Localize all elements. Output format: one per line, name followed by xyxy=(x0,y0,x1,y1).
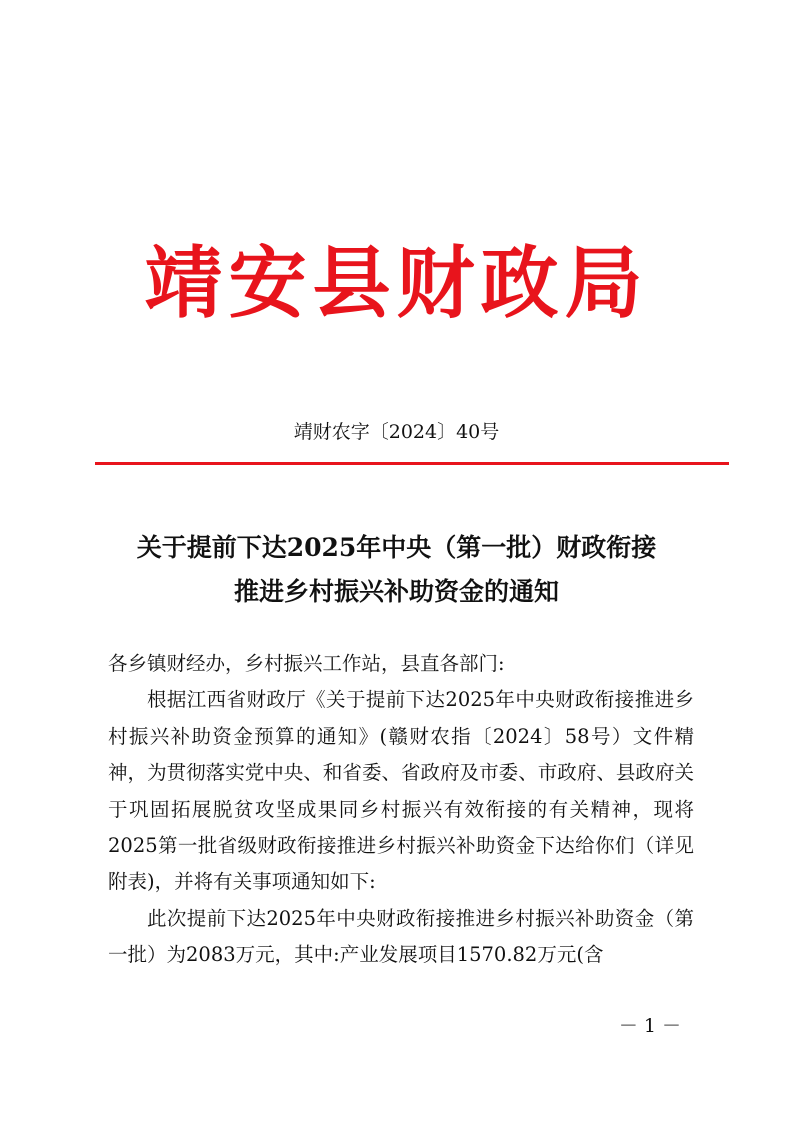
document-number: 靖财农字〔2024〕40号 xyxy=(293,421,500,443)
red-divider-line xyxy=(95,462,729,465)
paragraph-1: 根据江西省财政厅《关于提前下达2025年中央财政衔接推进乡村振兴补助资金预算的通知》(赣财农指〔2024〕58号）文件精神，为贯彻落实党中央、和省委、省政府及市委、市政府、县政府关于巩固拓展脱贫攻坚成果同乡村振兴有效衔接的有关精神，现将2025第一批省级财政衔接推进乡村振兴补助资金下达给你们（详见附表)，并将有关事项通知如下: xyxy=(108,688,694,894)
document-body xyxy=(108,646,694,974)
page-number: － 1 － xyxy=(618,1015,681,1037)
salutation: 各乡镇财经办，乡村振兴工作站，县直各部门: xyxy=(108,652,505,675)
title-line-1: 关于提前下达2025年中央（第一批）财政衔接 xyxy=(136,533,657,562)
title-line-2: 推进乡村振兴补助资金的通知 xyxy=(233,577,559,606)
paragraph-2: 此次提前下达2025年中央财政衔接推进乡村振兴补助资金（第一批）为2083万元，其中:产业发展项目1570.82万元(含 xyxy=(108,906,694,967)
document-title xyxy=(60,526,733,614)
agency-masthead: 靖安县财政局 xyxy=(144,239,649,329)
